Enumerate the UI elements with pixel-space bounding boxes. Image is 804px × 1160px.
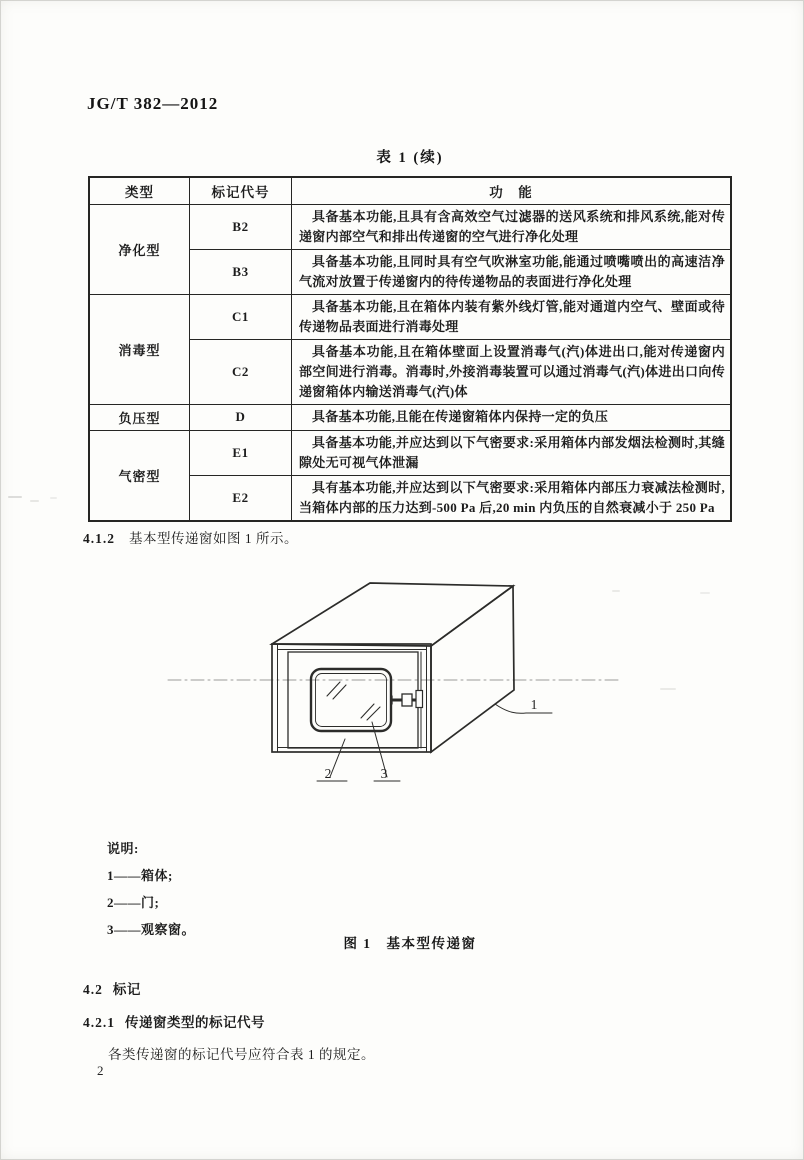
observation-window (311, 669, 391, 731)
cell-function-e2 (292, 475, 732, 521)
function-text: 具备基本功能,并应达到以下气密要求:采用箱体内部发烟法检测时,其缝隙处无可视气体泄漏 (299, 434, 725, 470)
section-title: 标记 (112, 982, 141, 997)
cell-code-c2: C2 (190, 339, 292, 404)
cell-code-c1: C1 (190, 294, 292, 339)
table-title: 表 1 (续) (376, 150, 444, 166)
leader-line-1 (495, 704, 552, 713)
function-text: 具有基本功能,并应达到以下气密要求:采用箱体内部压力衰减法检测时,当箱体内部的压力达到-500 Pa 后,20 min 内负压的自然衰减小于 250 Pa (299, 479, 725, 515)
cell-code-e1: E1 (190, 430, 292, 475)
cell-function-b3 (292, 249, 732, 294)
section-4-2 (83, 978, 141, 998)
table-row (89, 294, 731, 339)
section-number: 4.2 (83, 982, 103, 997)
glass-hatch-marks (327, 682, 380, 720)
function-text: 具备基本功能,且能在传递窗箱体内保持一定的负压 (312, 409, 609, 424)
section-title: 传递窗类型的标记代号 (125, 1015, 265, 1030)
function-text: 具备基本功能,且同时具有空气吹淋室功能,能通过喷嘴喷出的高速洁净气流对放置于传递窗内的待传递物品的表面进行净化处理 (299, 253, 725, 289)
cell-code-e2: E2 (190, 475, 292, 521)
scan-artifact (8, 496, 22, 498)
cell-type-disinfection: 消毒型 (89, 294, 190, 404)
cell-code-d: D (190, 404, 292, 430)
spec-table (88, 176, 732, 522)
cell-type-purification: 净化型 (89, 204, 190, 294)
section-4-2-1-body: 各类传递窗的标记代号应符合表 1 的规定。 (108, 1047, 375, 1062)
section-number: 4.1.2 (83, 531, 115, 546)
figure-caption: 图 1 基本型传递窗 (343, 936, 477, 951)
figure-label-2: 2 (324, 766, 332, 781)
legend-item-3: 3——观察窗。 (107, 922, 196, 937)
table-row (89, 430, 731, 475)
box-body (272, 583, 514, 752)
table-row (89, 204, 731, 249)
cell-function-c1 (292, 294, 732, 339)
page-number: 2 (97, 1063, 104, 1078)
section-number: 4.2.1 (83, 1015, 115, 1030)
figure-leaders (317, 704, 552, 781)
table-row (89, 404, 731, 430)
col-header-type: 类型 (89, 177, 190, 204)
figure-label-1: 1 (530, 697, 538, 712)
function-text: 具备基本功能,且在箱体内装有紫外线灯管,能对通道内空气、壁面或待传递物品表面进行消毒处理 (299, 298, 725, 334)
function-text: 具备基本功能,且在箱体壁面上设置消毒气(汽)体进出口,能对传递窗内部空间进行消毒。消毒时,外接消毒装置可以通过消毒气(汽)体进出口向传递窗箱体内输送消毒气(汽)体 (299, 343, 725, 399)
observation-window-inner (316, 674, 387, 727)
legend-item-1: 1——箱体; (107, 868, 173, 883)
cell-code-b3: B3 (190, 249, 292, 294)
scan-artifact (612, 590, 620, 592)
standard-code-header: JG/T 382—2012 (87, 94, 219, 113)
cell-code-b2: B2 (190, 204, 292, 249)
table-header-row (89, 177, 731, 204)
cell-function-e1 (292, 430, 732, 475)
latch-handle (392, 691, 423, 708)
cell-type-airtight: 气密型 (89, 430, 190, 521)
legend-title: 说明: (107, 841, 139, 856)
figure-label-3: 3 (380, 766, 388, 781)
cell-type-negative-pressure: 负压型 (89, 404, 190, 430)
section-4-1-2 (83, 527, 298, 547)
figure-basic-pass-through-window (140, 570, 660, 795)
legend-item-2: 2——门; (107, 895, 160, 910)
scan-artifact (700, 592, 710, 594)
scan-artifact (30, 500, 39, 502)
cell-function-b2 (292, 204, 732, 249)
box-top-face (272, 583, 513, 646)
function-text: 具备基本功能,且具有含高效空气过滤器的送风系统和排风系统,能对传递窗内部空气和排出传递窗的空气进行净化处理 (299, 208, 725, 244)
col-header-code: 标记代号 (190, 177, 292, 204)
col-header-function: 功 能 (292, 177, 732, 204)
cell-function-c2 (292, 339, 732, 404)
scan-artifact (660, 688, 676, 690)
scan-artifact (50, 497, 57, 499)
figure-legend (107, 838, 195, 946)
leader-line-2 (330, 739, 345, 777)
cell-function-d (292, 404, 732, 430)
box-right-face (431, 586, 514, 752)
section-4-2-1 (83, 1011, 265, 1031)
section-text: 基本型传递窗如图 1 所示。 (129, 531, 298, 546)
